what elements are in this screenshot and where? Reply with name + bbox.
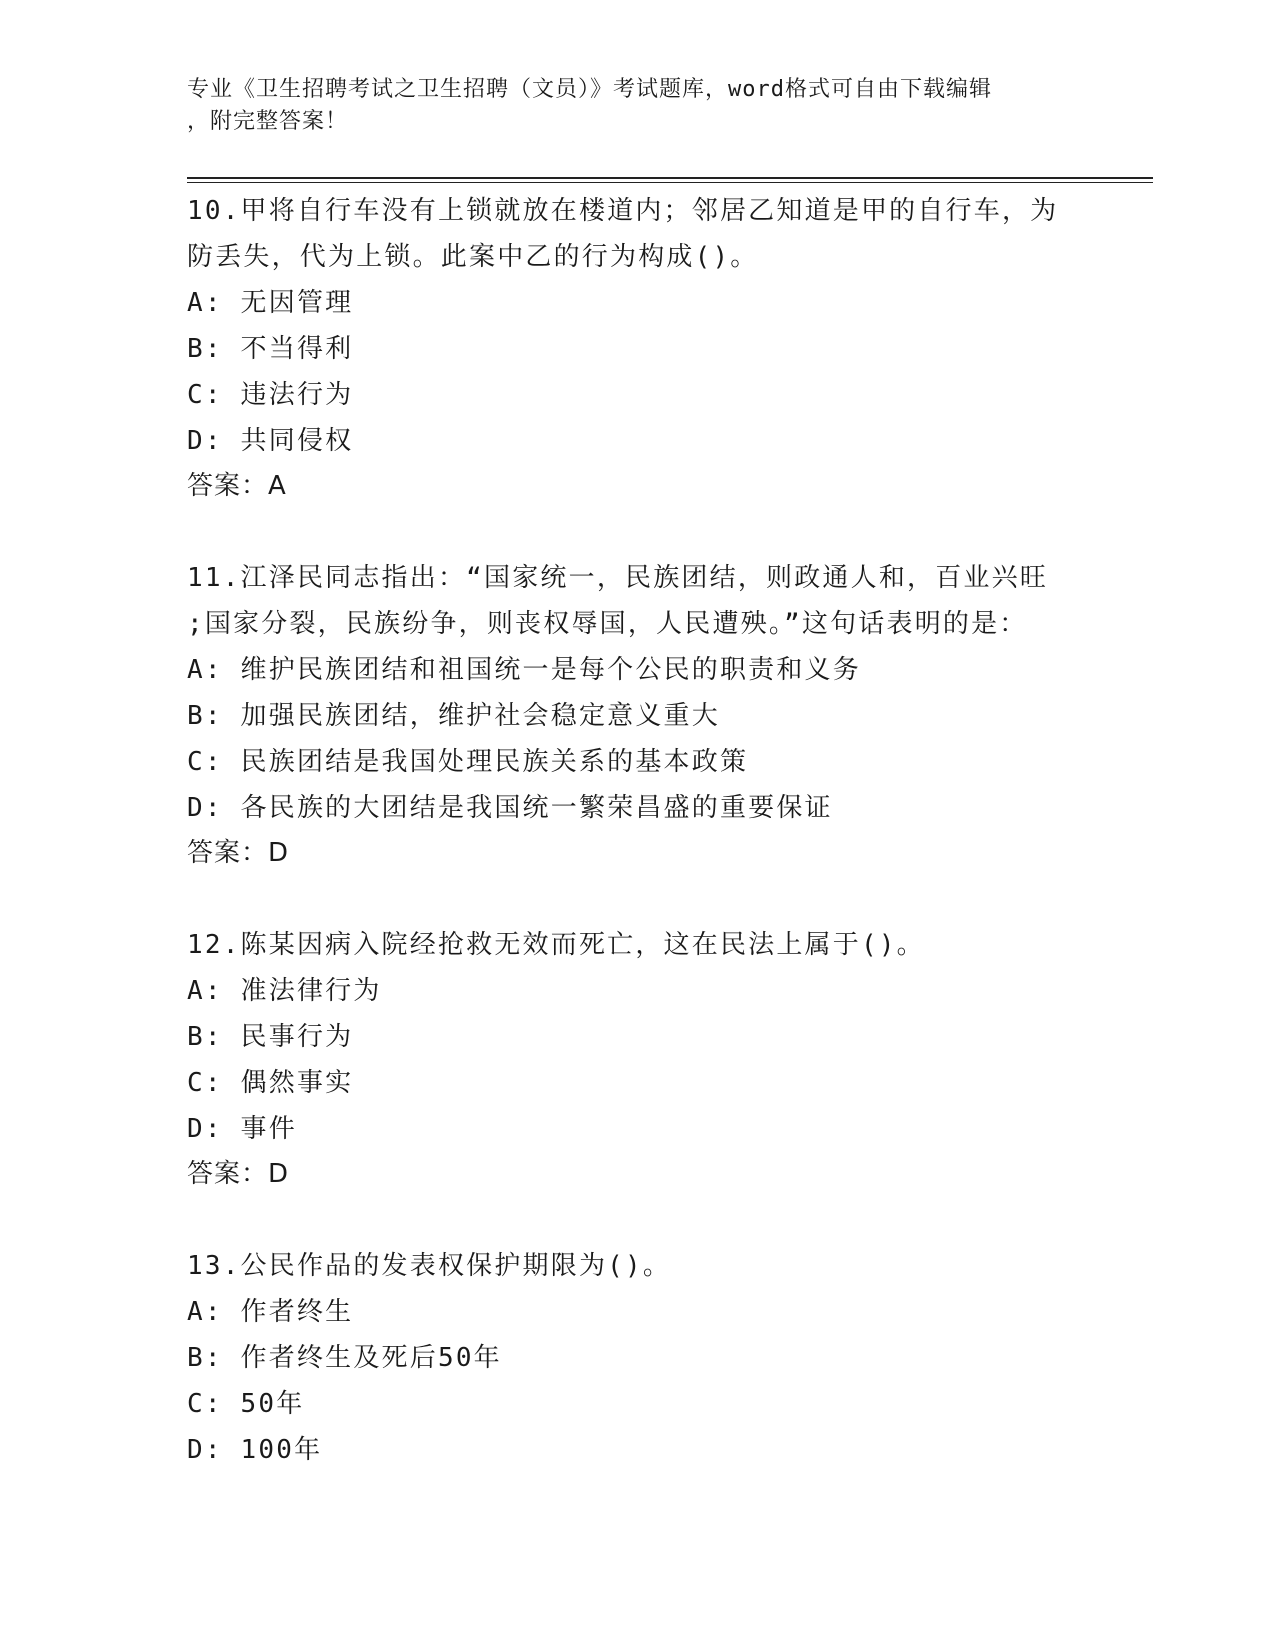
option-b: B: 不当得利: [187, 334, 354, 364]
option-c: C: 50年: [187, 1389, 305, 1419]
option-a: A: 无因管理: [187, 288, 354, 318]
option-d: D: 共同侵权: [187, 426, 354, 456]
question-text: [187, 555, 1087, 647]
option-b: B: 加强民族团结，维护社会稳定意义重大: [187, 701, 720, 731]
question-text: [187, 188, 1087, 280]
header-divider-thick: [187, 177, 1153, 179]
question-text: [187, 922, 1087, 968]
question-12: [187, 922, 1087, 1196]
question-line-2: ;国家分裂，民族纷争，则丧权辱国，人民遭殃。”这句话表明的是：: [187, 609, 1028, 639]
option-a: A: 作者终生: [187, 1297, 354, 1327]
header-divider-thin: [187, 182, 1153, 183]
answer-text: 答案：D: [187, 838, 290, 868]
document-header: [187, 74, 1067, 138]
option-d: D: 100年: [187, 1435, 323, 1465]
question-line-1: 12.陈某因病入院经抢救无效而死亡，这在民法上属于()。: [187, 930, 925, 960]
option-c: C: 违法行为: [187, 380, 354, 410]
option-b: B: 作者终生及死后50年: [187, 1343, 502, 1373]
answer-text: 答案：A: [187, 471, 287, 501]
question-line-1: 11.江泽民同志指出：“国家统一，民族团结，则政通人和，百业兴旺: [187, 563, 1049, 593]
question-11: [187, 555, 1087, 875]
question-line-2: 防丢失，代为上锁。此案中乙的行为构成()。: [187, 242, 759, 272]
question-list: [187, 188, 1087, 1520]
question-13: [187, 1243, 1087, 1473]
header-line-1: 专业《卫生招聘考试之卫生招聘（文员）》考试题库，word格式可自由下载编辑: [187, 77, 992, 102]
option-a: A: 准法律行为: [187, 976, 382, 1006]
header-line-2: ，附完整答案！: [187, 109, 349, 134]
option-a: A: 维护民族团结和祖国统一是每个公民的职责和义务: [187, 655, 861, 685]
option-c: C: 民族团结是我国处理民族关系的基本政策: [187, 747, 749, 777]
question-10: [187, 188, 1087, 508]
option-d: D: 各民族的大团结是我国统一繁荣昌盛的重要保证: [187, 793, 833, 823]
question-line-1: 13.公民作品的发表权保护期限为()。: [187, 1251, 672, 1281]
option-b: B: 民事行为: [187, 1022, 354, 1052]
question-line-1: 10.甲将自行车没有上锁就放在楼道内；邻居乙知道是甲的自行车，为: [187, 196, 1059, 226]
question-text: [187, 1243, 1087, 1289]
option-d: D: 事件: [187, 1114, 297, 1144]
answer-text: 答案：D: [187, 1159, 290, 1189]
option-c: C: 偶然事实: [187, 1068, 354, 1098]
